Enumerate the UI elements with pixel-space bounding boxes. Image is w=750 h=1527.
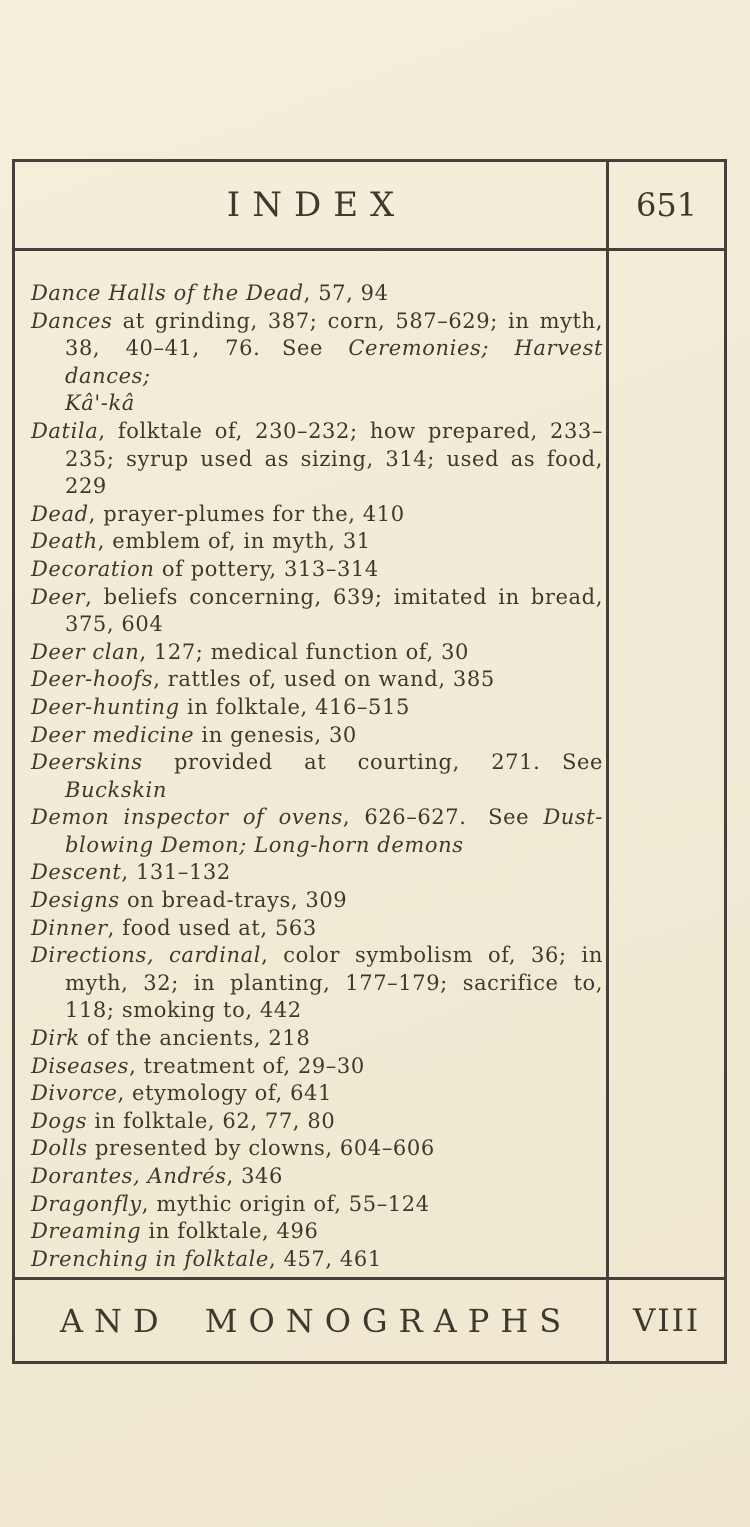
index-term: Deer clan [31, 639, 140, 664]
index-line [31, 1080, 603, 1108]
index-line [31, 887, 603, 915]
index-line [31, 832, 603, 860]
index-line [31, 335, 603, 390]
index-line [31, 1135, 603, 1163]
index-term: Deer-hunting [31, 694, 180, 719]
index-term: Designs [31, 888, 120, 913]
page-border-frame [12, 159, 727, 1364]
index-term: Ceremonies; Harvest dances; [65, 336, 603, 388]
index-line [31, 528, 603, 556]
index-reference-text: of pottery, 313–314 [154, 556, 379, 581]
series-title: AND MONOGRAPHS [59, 1301, 573, 1340]
index-reference-text: , 127; medical function of, 30 [139, 639, 470, 664]
index-reference-text: in folktale, 496 [141, 1219, 319, 1244]
index-reference-text: , prayer-plumes for the, 410 [88, 501, 405, 526]
index-term: Deer medicine [31, 722, 195, 747]
index-term: Dinner [31, 915, 108, 940]
index-line [31, 859, 603, 887]
index-reference-text: on bread-trays, 309 [119, 888, 348, 913]
index-term: Deerskins [31, 750, 143, 775]
index-reference-text: at grinding, 387; corn, 587–629; in myth, [112, 308, 603, 333]
index-line [31, 997, 603, 1025]
index-line [31, 556, 603, 584]
volume-number: VIII [632, 1302, 701, 1339]
index-reference-text: presented by clowns, 604–606 [87, 1136, 435, 1161]
index-term: Diseases [31, 1053, 130, 1078]
index-reference-text: 235; syrup used as sizing, 314; used as food, [65, 446, 603, 471]
index-reference-text: of the ancients, 218 [79, 1026, 311, 1051]
index-line [31, 804, 603, 832]
index-term: Directions, cardinal [31, 943, 262, 968]
index-entries [31, 280, 603, 1273]
index-reference-text: , 457, 461 [268, 1246, 382, 1271]
index-reference-text: , folktale of, 230–232; how prepared, 233– [98, 418, 603, 443]
index-line [31, 777, 603, 805]
index-term: Dragonfly [31, 1191, 142, 1216]
index-reference-text: , mythic origin of, 55–124 [141, 1191, 430, 1216]
index-reference-text: , 57, 94 [303, 281, 389, 305]
index-term: Dances [31, 308, 113, 333]
index-reference-text: , rattles of, used on wand, 385 [153, 667, 495, 692]
index-term: Dust- [543, 805, 604, 830]
index-line [31, 942, 603, 970]
page-number: 651 [635, 186, 698, 224]
index-term: Dirk [31, 1026, 80, 1051]
index-term: Dogs [31, 1108, 88, 1133]
index-reference-text: 375, 604 [65, 612, 164, 637]
index-line [31, 666, 603, 694]
index-reference-text: , 626–627. See [342, 805, 544, 830]
index-reference-text: , food used at, 563 [107, 915, 317, 940]
index-term: Decoration [31, 556, 155, 581]
index-line [31, 970, 603, 998]
page-footer [15, 1280, 606, 1361]
index-line [31, 1108, 603, 1136]
index-line [31, 446, 603, 474]
index-reference-text: , emblem of, in myth, 31 [97, 529, 371, 554]
index-term: Dolls [31, 1136, 88, 1161]
index-line [31, 694, 603, 722]
index-line [31, 749, 603, 777]
index-term: Demon inspector of ovens [31, 805, 343, 830]
index-term: Dorantes, Andrés [31, 1164, 227, 1188]
index-line [31, 1053, 603, 1081]
index-term: Dreaming [31, 1219, 142, 1244]
index-reference-text: in folktale, 416–515 [179, 694, 410, 719]
index-reference-text: in genesis, 30 [194, 722, 357, 747]
index-line [31, 473, 603, 501]
page-title: INDEX [226, 185, 407, 225]
index-line [31, 418, 603, 446]
index-line [31, 501, 603, 529]
index-reference-text: 38, 40–41, 76. See [65, 336, 349, 361]
index-term: Dead [31, 501, 89, 526]
index-reference-text: in folktale, 62, 77, 80 [87, 1108, 336, 1133]
index-term: Deer [31, 584, 86, 609]
header-rule [15, 248, 724, 251]
index-line [31, 390, 603, 418]
index-reference-text: provided at courting, 271. See [142, 750, 603, 775]
index-term: Divorce [31, 1081, 118, 1106]
index-reference-text: , treatment of, 29–30 [129, 1053, 365, 1078]
index-line [31, 280, 603, 308]
index-reference-text: , etymology of, 641 [117, 1081, 332, 1106]
index-line [31, 1246, 603, 1274]
index-reference-text: , color symbolism of, 36; in [261, 943, 603, 968]
index-reference-text: 229 [65, 474, 107, 499]
index-term: Drenching in folktale [31, 1246, 269, 1271]
index-line [31, 1025, 603, 1053]
index-line [31, 611, 603, 639]
column-divider [606, 162, 609, 1361]
index-line [31, 915, 603, 943]
index-term: Dance Halls of the Dead [31, 281, 304, 305]
index-reference-text: , beliefs concerning, 639; imitated in bread, [85, 584, 603, 609]
index-term: Buckskin [65, 777, 167, 802]
index-line [31, 308, 603, 336]
index-line [31, 584, 603, 612]
index-reference-text: , 346 [226, 1164, 283, 1188]
index-term: Kâ'-kâ [65, 391, 135, 416]
index-term: Datila [31, 418, 99, 443]
index-line [31, 1163, 603, 1191]
index-term: Descent [31, 860, 122, 885]
index-reference-text: , 131–132 [121, 860, 231, 885]
index-reference-text: myth, 32; in planting, 177–179; sacrifice to, [65, 970, 603, 995]
index-line [31, 639, 603, 667]
index-line [31, 1191, 603, 1219]
index-line [31, 722, 603, 750]
index-term: Death [31, 529, 98, 554]
index-reference-text: 118; smoking to, 442 [65, 998, 302, 1023]
index-term: Deer-hoofs [31, 667, 154, 692]
index-term: blowing Demon; Long-horn demons [65, 832, 464, 857]
index-line [31, 1218, 603, 1246]
page-header [15, 162, 606, 248]
